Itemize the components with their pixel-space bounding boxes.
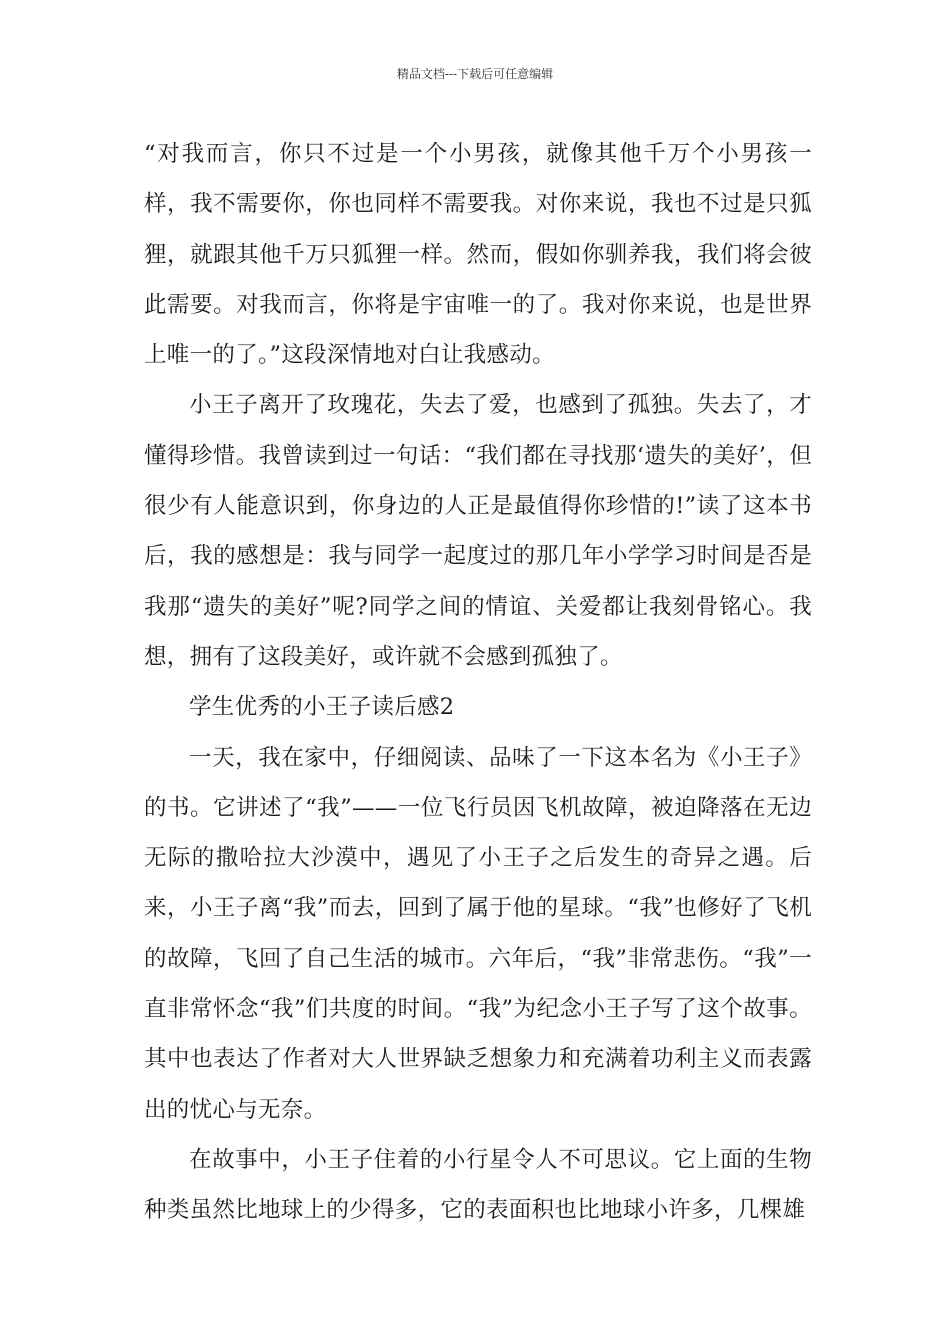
page-header: 精品文档---下载后可任意编辑 bbox=[396, 67, 554, 81]
section-heading: 学生优秀的小王子读后感2 bbox=[189, 694, 455, 721]
paragraph-story-summary: 一天，我在家中，仔细阅读、品味了一下这本名为《小王子》的书。它讲述了“我”——一位飞行员因飞机故障，被迫降落在无边无际的撒哈拉大沙漠中，遇见了小王子之后发生的奇异之遇。后来，小王子离“我”而去，回到了属于他的星球。“我”也修好了飞机的故障，飞回了自己生活的城市。六年后，“我”非常悲伤。“我”一直非常怀念“我”们共度的时间。“我”为纪念小王子写了这个故事。其中也表达了作者对大人世界缺乏想象力和充满着功利主义而表露出的忧心与无奈。 bbox=[144, 744, 812, 1123]
paragraph-asteroid: 在故事中，小王子住着的小行星令人不可思议。它上面的生物种类虽然比地球上的少得多，它的表面积也比地球小许多，几棵雄 bbox=[144, 1146, 812, 1224]
document-body bbox=[144, 129, 812, 1236]
paragraph-fox-quote: “对我而言，你只不过是一个小男孩，就像其他千万个小男孩一样，我不需要你，你也同样不需要我。对你来说，我也不过是只狐狸，就跟其他千万只狐狸一样。然而，假如你驯养我，我们将会彼此需要。对我而言，你将是宇宙唯一的了。我对你来说，也是世界上唯一的了。”这段深情地对白让我感动。 bbox=[144, 141, 812, 369]
paragraph-rose-loneliness: 小王子离开了玫瑰花，失去了爱，也感到了孤独。失去了，才懂得珍惜。我曾读到过一句话：“我们都在寻找那‘遗失的美好’，但很少有人能意识到，你身边的人正是最值得你珍惜的!”读了这本书后，我的感想是：我与同学一起度过的那几年小学学习时间是否是我那“遗失的美好”呢?同学之间的情谊、关爱都让我刻骨铭心。我想，拥有了这段美好，或许就不会感到孤独了。 bbox=[144, 392, 812, 670]
